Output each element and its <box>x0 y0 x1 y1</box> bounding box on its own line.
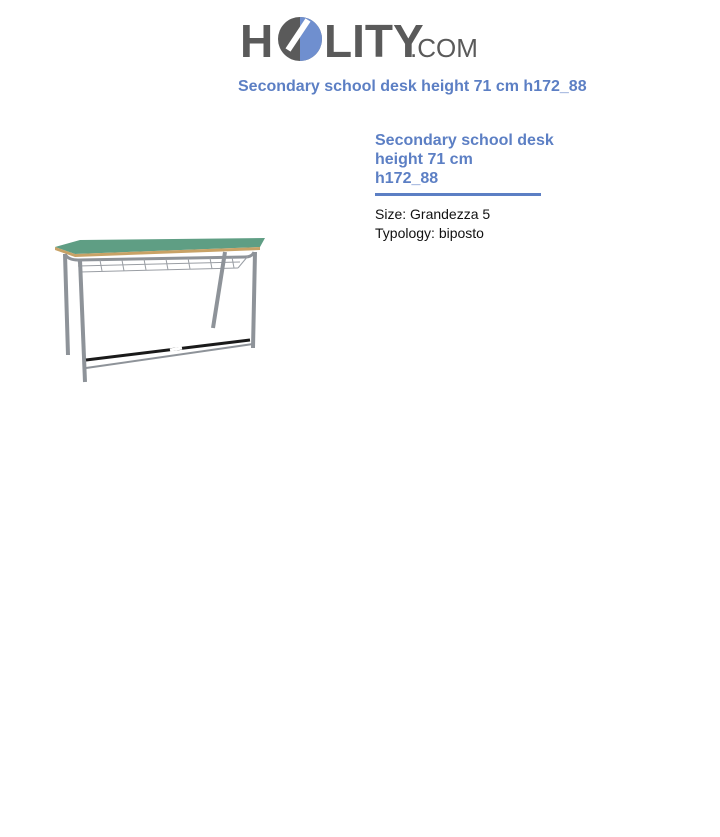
holity-logo[interactable] <box>240 10 485 70</box>
spec-label: Typology: <box>375 225 435 241</box>
spec-row-typology <box>375 224 490 243</box>
logo-com-suffix: .COM <box>410 33 478 63</box>
spec-value: Grandezza 5 <box>410 206 491 222</box>
product-title-line: Secondary school desk <box>375 132 554 149</box>
school-desk-image <box>50 230 270 390</box>
product-specs <box>375 205 490 243</box>
logo-o-mark-icon <box>278 17 322 61</box>
page-title: Secondary school desk height 71 cm h172_88 <box>238 78 587 95</box>
spec-value: biposto <box>438 225 484 241</box>
title-divider <box>375 193 541 196</box>
spec-row-size <box>375 205 490 224</box>
logo-letters-lity: LITY <box>324 15 424 67</box>
spec-label: Size: <box>375 206 407 222</box>
logo-letter-h: H <box>240 15 274 67</box>
product-title-line: height 71 cm <box>375 151 473 168</box>
product-title <box>375 131 575 188</box>
product-code: h172_88 <box>375 170 439 187</box>
